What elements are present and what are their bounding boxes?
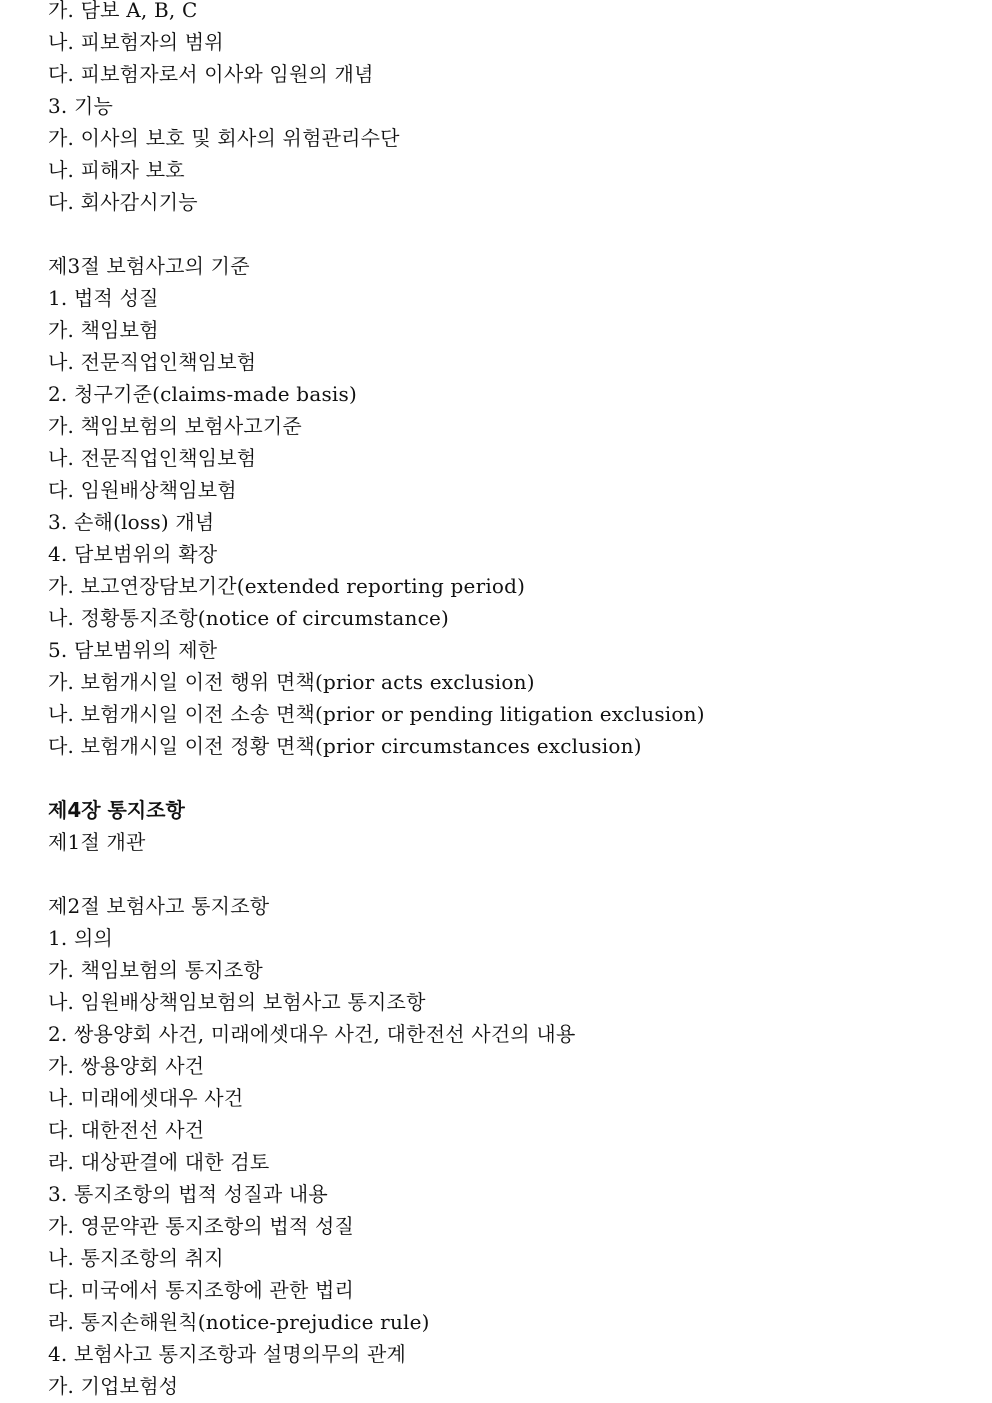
- outline-item: 5. 담보범위의 제한: [48, 638, 218, 662]
- chapter-heading: 제4장 통지조항: [48, 798, 185, 822]
- outline-item: 3. 손해(loss) 개념: [48, 510, 215, 534]
- blank-line: [48, 858, 978, 890]
- outline-item: 3. 통지조항의 법적 성질과 내용: [48, 1182, 328, 1206]
- outline-item: 다. 임원배상책임보험: [48, 478, 237, 502]
- outline-item: 나. 정황통지조항(notice of circumstance): [48, 606, 450, 630]
- outline-item: 2. 쌍용양회 사건, 미래에셋대우 사건, 대한전선 사건의 내용: [48, 1022, 576, 1046]
- outline-item: 라. 통지손해원칙(notice-prejudice rule): [48, 1310, 430, 1334]
- outline-item: 가. 쌍용양회 사건: [48, 1054, 205, 1078]
- document-body: [48, 0, 978, 1402]
- section-heading: 제1절 개관: [48, 830, 146, 854]
- outline-item: 나. 전문직업인책임보험: [48, 350, 257, 374]
- outline-item: 나. 보험개시일 이전 소송 면책(prior or pending litigation exclusion): [48, 702, 705, 726]
- outline-item: 가. 책임보험의 통지조항: [48, 958, 263, 982]
- outline-item: 나. 미래에셋대우 사건: [48, 1086, 244, 1110]
- section-heading: 제3절 보험사고의 기준: [48, 254, 250, 278]
- outline-item: 4. 보험사고 통지조항과 설명의무의 관계: [48, 1342, 407, 1366]
- outline-item: 다. 피보험자로서 이사와 임원의 개념: [48, 62, 374, 86]
- outline-item: 다. 미국에서 통지조항에 관한 법리: [48, 1278, 355, 1302]
- blank-line: [48, 218, 978, 250]
- outline-item: 다. 회사감시기능: [48, 190, 198, 214]
- outline-item: 2. 청구기준(claims-made basis): [48, 382, 357, 406]
- outline-item: 4. 담보범위의 확장: [48, 542, 218, 566]
- outline-item: 1. 법적 성질: [48, 286, 159, 310]
- outline-item: 가. 이사의 보호 및 회사의 위험관리수단: [48, 126, 400, 150]
- outline-item: 나. 전문직업인책임보험: [48, 446, 257, 470]
- outline-item: 다. 보험개시일 이전 정황 면책(prior circumstances exclusion): [48, 734, 642, 758]
- outline-item: 나. 피보험자의 범위: [48, 30, 224, 54]
- outline-item: 라. 대상판결에 대한 검토: [48, 1150, 270, 1174]
- section-heading: 제2절 보험사고 통지조항: [48, 894, 270, 918]
- outline-item: 가. 영문약관 통지조항의 법적 성질: [48, 1214, 355, 1238]
- outline-item: 나. 피해자 보호: [48, 158, 185, 182]
- outline-item: 3. 기능: [48, 94, 114, 118]
- outline-item: 가. 보험개시일 이전 행위 면책(prior acts exclusion): [48, 670, 535, 694]
- outline-item: 가. 기업보험성: [48, 1374, 179, 1398]
- outline-item: 나. 임원배상책임보험의 보험사고 통지조항: [48, 990, 426, 1014]
- outline-item: 가. 보고연장담보기간(extended reporting period): [48, 574, 526, 598]
- outline-item: 가. 책임보험: [48, 318, 159, 342]
- outline-item: 가. 책임보험의 보험사고기준: [48, 414, 302, 438]
- outline-item: 나. 통지조항의 취지: [48, 1246, 224, 1270]
- outline-item: 가. 담보 A, B, C: [48, 0, 198, 22]
- blank-line: [48, 762, 978, 794]
- outline-item: 1. 의의: [48, 926, 114, 950]
- outline-item: 다. 대한전선 사건: [48, 1118, 205, 1142]
